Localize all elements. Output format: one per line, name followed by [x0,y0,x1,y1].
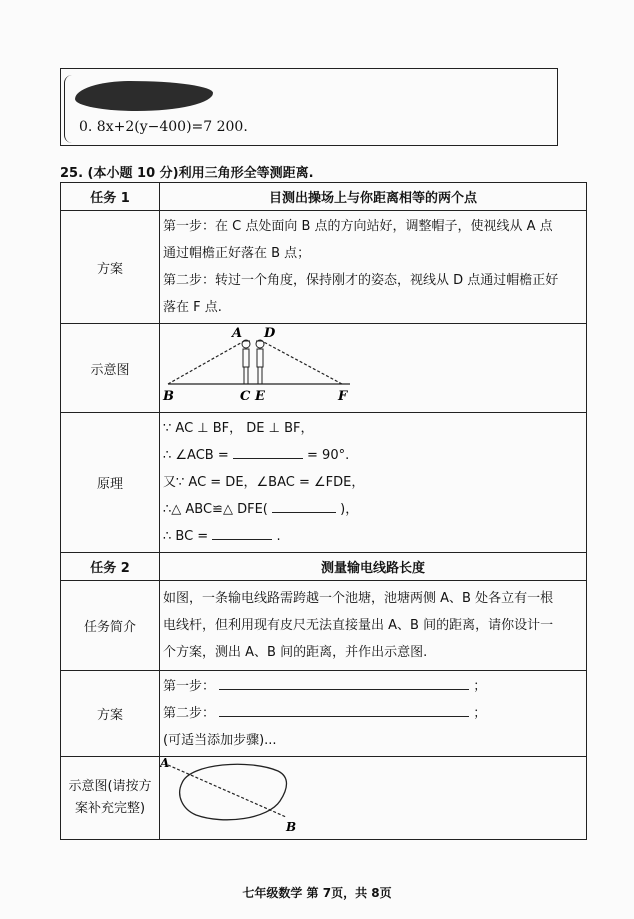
previous-answer-box [60,68,558,146]
task1-principle-label: 原理 [61,413,160,553]
brief-line: 个方案，测出 A、B 间的距离，并作出示意图. [163,645,428,660]
point-a-label: A [160,757,170,770]
principle-text: ∴ BC = [163,529,209,544]
point-f-label: F [338,389,348,404]
principle-text: = 90°. [307,448,350,463]
step-1-line [163,673,583,700]
power-line [168,765,286,817]
task2-brief-label: 任务简介 [61,581,160,671]
principle-text: )， [340,502,359,517]
brief-line: 电线杆，但利用现有皮尺无法直接量出 A、B 间的距离，请你设计一 [163,618,554,633]
task2-plan-cell [160,671,587,757]
plan-line: 第二步：转过一个角度，保持刚才的姿态，视线从 D 点通过帽檐正好 [163,273,559,288]
task1-principle-cell [160,413,587,553]
answer-blank[interactable] [233,444,303,459]
principle-line-3: 又∵ AC = DE，∠BAC = ∠FDE， [163,475,365,490]
more-steps-note: (可适当添加步骤)... [163,733,277,748]
point-d-label: D [264,326,276,341]
task1-title: 目测出操场上与你距离相等的两个点 [160,183,587,211]
task2-title: 测量输电线路长度 [160,553,587,581]
task1-diagram-cell [160,324,587,413]
task2-diagram-cell[interactable] [160,757,587,840]
equation-line: 0. 8x+2(y−400)=7 200. [79,119,248,135]
task2-diagram-label [61,757,160,840]
principle-text: . [276,529,281,544]
principle-text: ∴△ ABC≌△ DFE( [163,502,268,517]
sight-line-df [260,340,342,384]
plan-line: 第一步：在 C 点处面向 B 点的方向站好，调整帽子，使视线从 A 点 [163,219,553,234]
task2-brief-cell [160,581,587,671]
step-label: 第一步： [163,679,216,694]
answer-blank[interactable] [272,498,336,513]
principle-text: ∴ ∠ACB = [163,448,229,463]
step-end: ； [473,679,487,694]
task1-diagram-label: 示意图 [61,324,160,413]
person-figure-de [256,340,264,384]
step-2-line [163,700,583,727]
principle-line-1: ∵ AC ⊥ BF， DE ⊥ BF， [163,421,314,436]
task2-label: 任务 2 [61,553,160,581]
task1-diagram [160,324,580,408]
sight-line-ab [168,340,246,384]
task1-plan-label: 方案 [61,211,160,324]
answer-blank[interactable] [212,525,272,540]
ink-blot [75,81,213,111]
task1-label: 任务 1 [61,183,160,211]
principle-line-4 [163,496,583,523]
point-c-label: C [240,389,251,404]
point-b-label: B [286,820,297,834]
plan-line: 落在 F 点. [163,300,222,315]
page-footer: 七年级数学 第 7页，共 8页 [242,886,392,900]
diagram-label-line: 示意图(请按方 [68,779,152,794]
answer-blank[interactable] [219,702,469,717]
task-table [60,182,587,840]
pond-outline [180,764,287,820]
principle-line-5 [163,523,583,550]
brief-line: 如图，一条输电线路需跨越一个池塘，池塘两侧 A、B 处各立有一根 [163,591,554,606]
principle-line-2 [163,442,583,469]
question-title: 25. (本小题 10 分)利用三角形全等测距离. [60,166,314,181]
task2-plan-label: 方案 [61,671,160,757]
person-figure-ac [242,340,250,384]
answer-blank[interactable] [219,675,469,690]
step-end: ； [473,706,487,721]
plan-line: 通过帽檐正好落在 B 点； [163,246,311,261]
step-label: 第二步： [163,706,216,721]
task1-plan-cell [160,211,587,324]
task2-diagram [160,757,580,835]
point-b-label: B [163,389,174,404]
point-e-label: E [255,389,265,404]
point-a-label: A [232,326,243,341]
diagram-label-line: 案补充完整) [74,801,146,816]
brace-symbol [64,75,73,143]
